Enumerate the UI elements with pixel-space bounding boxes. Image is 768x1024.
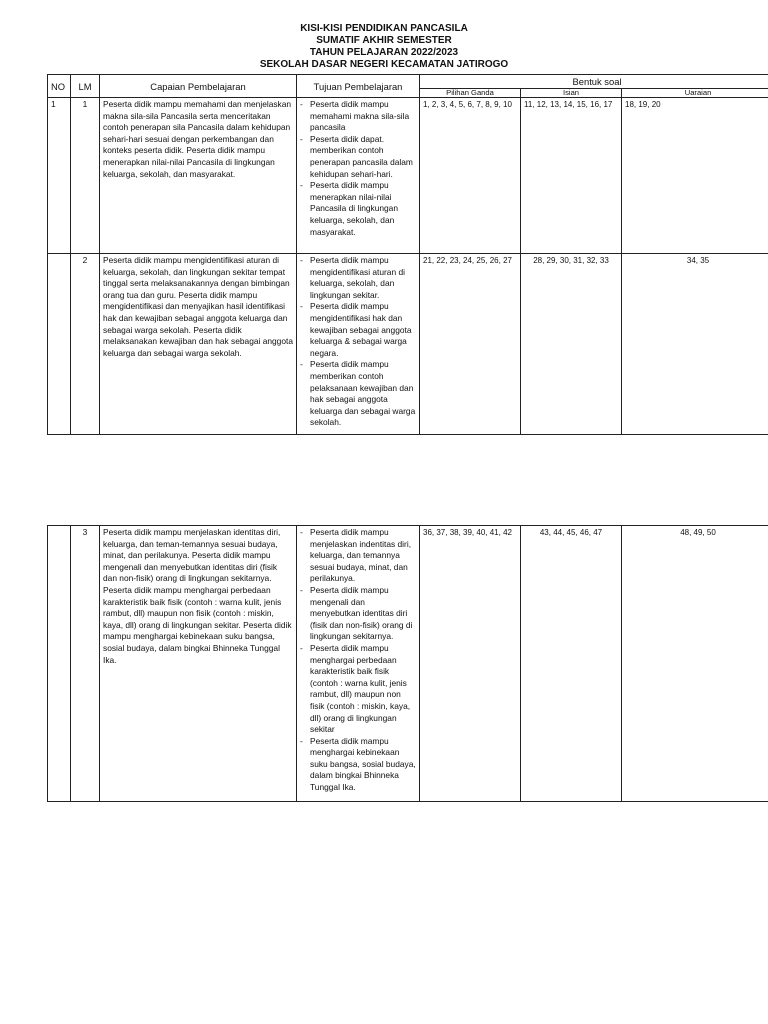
row-pg: 1, 2, 3, 4, 5, 6, 7, 8, 9, 10 — [420, 98, 521, 254]
tujuan-item: - Peserta didik mampu memberikan contoh pelaksanaan kewajiban dan hak sebagai anggota keluarga dan sebagai warga sekolah. — [300, 359, 416, 429]
tujuan-item: - Peserta didik mampu menghargai kebinekaan suku bangsa, sosial budaya, dalam bingkai Bhinneka Tunggal Ika. — [300, 736, 416, 794]
col-isian-header: Isian — [521, 89, 622, 98]
row-no — [48, 526, 71, 802]
col-capaian-header: Capaian Pembelajaran — [100, 75, 297, 98]
row-tujuan — [297, 254, 420, 435]
table-row — [48, 526, 768, 802]
row-capaian: Peserta didik mampu mengidentifikasi aturan di keluarga, sekolah, dan lingkungan sekitar tempat tinggal serta melaksanakannya dengan bimbingan orang tua dan guru. Peserta didik mampu mengidentifikasi dan menyajikan hasil identifikasi hak dan kewajiban sebagai anggota keluarga dan sebagai warga sekolah. Peserta didik melaksanakan kewajiban dan hak sebagai anggota keluarga dan sebagai warga sekolah. — [100, 254, 297, 435]
col-uraian-header: Uaraian — [622, 89, 768, 98]
row-isian: 11, 12, 13, 14, 15, 16, 17 — [521, 98, 622, 254]
tujuan-item: - Peserta didik mampu menerapkan nilai-nilai Pancasila di lingkungan keluarga, sekolah, dan masyarakat. — [300, 180, 416, 238]
row-pg: 21, 22, 23, 24, 25, 26, 27 — [420, 254, 521, 435]
row-no: 1 — [48, 98, 71, 254]
table-header-row — [48, 75, 768, 89]
table-row — [48, 254, 768, 435]
tujuan-item: - Peserta didik mampu menghargai perbedaan karakteristik baik fisik (contoh : warna kulit, jenis rambut, dll) maupun non fisik (contoh : miskin, kaya, dll) orang di lingkungan sekitar — [300, 643, 416, 736]
kisi-kisi-table-continued — [47, 525, 768, 802]
header-line-1: KISI-KISI PENDIDIKAN PANCASILA — [300, 23, 468, 34]
row-lm: 2 — [71, 254, 100, 435]
row-lm: 3 — [71, 526, 100, 802]
row-isian: 28, 29, 30, 31, 32, 33 — [521, 254, 622, 435]
tujuan-item: - Peserta didik dapat. memberikan contoh penerapan pancasila dalam kehidupan sehari-hari. — [300, 134, 416, 180]
tujuan-item: - Peserta didik mampu mengidentifikasi hak dan kewajiban sebagai anggota keluarga & sebagai warga negara. — [300, 301, 416, 359]
tujuan-item: - Peserta didik mampu mengidentifikasi aturan di keluarga, sekolah, dan lingkungan sekitar. — [300, 255, 416, 301]
tujuan-item: - Peserta didik mampu menjelaskan indentitas diri, keluarga, dan temannya sesuai budaya, minat, dan perilakunya. — [300, 527, 416, 585]
row-isian: 43, 44, 45, 46, 47 — [521, 526, 622, 802]
row-uraian: 34, 35 — [622, 254, 768, 435]
row-uraian: 18, 19, 20 — [622, 98, 768, 254]
row-tujuan — [297, 98, 420, 254]
row-no — [48, 254, 71, 435]
col-bentuk-header: Bentuk soal — [420, 75, 768, 89]
row-lm: 1 — [71, 98, 100, 254]
tujuan-item: - Peserta didik mampu mengenali dan menyebutkan identitas diri (fisik dan non-fisik) orang di lingkungan sekitarnya. — [300, 585, 416, 643]
header-line-2: SUMATIF AKHIR SEMESTER — [316, 35, 452, 46]
header-line-3: TAHUN PELAJARAN 2022/2023 — [309, 47, 459, 58]
col-tujuan-header: Tujuan Pembelajaran — [297, 75, 420, 98]
header-line-4: SEKOLAH DASAR NEGERI KECAMATAN JATIROGO — [259, 59, 509, 70]
row-uraian: 48, 49, 50 — [622, 526, 768, 802]
col-lm-header: LM — [71, 75, 100, 98]
table-row — [48, 98, 768, 254]
row-tujuan — [297, 526, 420, 802]
row-capaian: Peserta didik mampu memahami dan menjelaskan makna sila-sila Pancasila serta menceritakan contoh penerapan sila Pancasila dalam kehidupan sehari-hari sesuai dengan perkembangan dan konteks peserta didik. Peserta didik mampu menerapkan nilai-nilai Pancasila di lingkungan keluarga, sekolah, dan masyarakat. — [100, 98, 297, 254]
col-no-header: NO — [48, 75, 71, 98]
row-pg: 36, 37, 38, 39, 40, 41, 42 — [420, 526, 521, 802]
kisi-kisi-table — [47, 74, 768, 435]
row-capaian: Peserta didik mampu menjelaskan identitas diri, keluarga, dan teman-temannya sesuai budaya, minat, dan perilakunya. Peserta didik mampu mengenali dan menyebutkan identitas diri (fisik dan non-fisik) orang di lingkungan sekitarnya. Peserta didik mampu menghargai perbedaan karakteristik baik fisik (contoh : warna kulit, jenis rambut, dll) maupun non fisik (contoh : miskin, kaya, dll) orang di lingkungan sekitar. Peserta didik mampu menghargai kebinekaan suku bangsa, sosial budaya, dalam bingkai Bhinneka Tunggal Ika. — [100, 526, 297, 802]
col-pg-header: Pilihan Ganda — [420, 89, 521, 98]
tujuan-item: - Peserta didik mampu memahami makna sila-sila pancasila — [300, 99, 416, 134]
